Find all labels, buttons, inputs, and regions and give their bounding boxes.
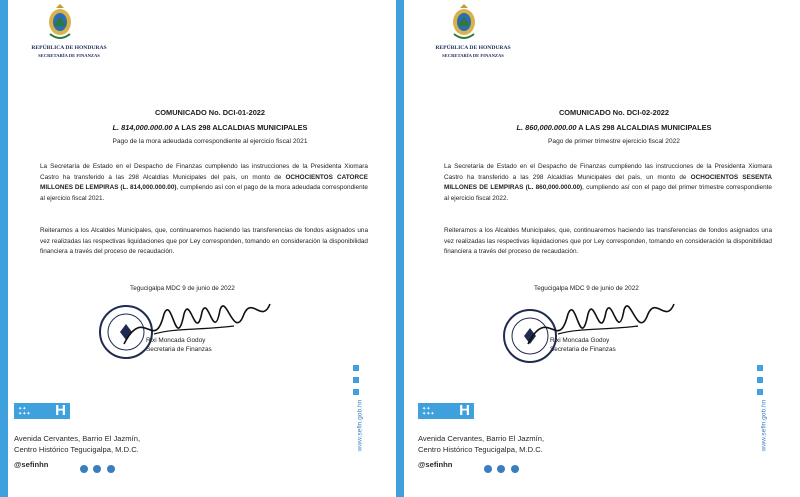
signer-title: Secretaria de Finanzas (550, 346, 616, 353)
accent-bar (0, 0, 8, 497)
website-url: www.sefin.gob.hn (356, 399, 364, 452)
side-square (353, 377, 359, 383)
date-line: Tegucigalpa MDC 9 de junio de 2022 (534, 285, 639, 292)
instagram-icon (107, 465, 115, 473)
address-line-2: Centro Histórico Tegucigalpa, M.D.C. (14, 445, 139, 454)
signer-block (146, 336, 212, 354)
headline (444, 123, 784, 132)
comunicado-number: COMUNICADO No. DCI-02-2022 (558, 108, 670, 117)
document-left (0, 0, 396, 497)
p1-text-a: La Secretaría de Estado en el Despacho de Finanzas cumpliendo las instrucciones de la Presidenta Xiomara Castro ha transferido a las 298 Alcaldías Municipales del país, un monto de (444, 163, 772, 181)
comunicado-number: COMUNICADO No. DCI-01-2022 (154, 108, 266, 117)
social-handle: @sefinhn (418, 460, 453, 469)
address-line-1: Avenida Cervantes, Barrio El Jazmín, (418, 434, 545, 443)
address-line-2: Centro Histórico Tegucigalpa, M.D.C. (418, 445, 543, 454)
org-country: REPÚBLICA DE HONDURAS (435, 45, 511, 51)
org-name (14, 44, 124, 60)
headline (40, 123, 380, 132)
facebook-icon (484, 465, 492, 473)
social-icons (80, 460, 116, 478)
org-secretariat: SECRETARÍA DE FINANZAS (38, 53, 100, 58)
body-paragraph-2: Reiteramos a los Alcaldes Municipales, que, continuaremos haciendo las transferencias de fondos asignados una vez realizadas las respectivas liquidaciones que por Ley corresponden, tomando en consideración la disponibilidad financiera a través del proceso de recaudación. (444, 227, 772, 256)
date-line: Tegucigalpa MDC 9 de junio de 2022 (130, 285, 235, 292)
body-paragraph-1 (40, 162, 368, 204)
side-square (757, 377, 763, 383)
subheadline: Pago de primer trimestre ejercicio fiscal 2022 (548, 138, 680, 145)
org-secretariat: SECRETARÍA DE FINANZAS (442, 53, 504, 58)
p1-amount: OCHOCIENTOS SESENTA MILLONES DE LEMPIRAS (L. 860,000.000.00) (444, 173, 772, 192)
headline-text: A LAS 298 ALCALDIAS MUNICIPALES (576, 123, 712, 132)
body-paragraph-2: Reiteramos a los Alcaldes Municipales, que, continuaremos haciendo las transferencias de fondos asignados una vez realizadas las respectivas liquidaciones que por Ley corresponden, tomando en consideración la disponibilidad financiera a través del proceso de recaudación. (40, 227, 368, 256)
body-paragraph-1 (444, 162, 772, 204)
headline-amount: L. 814,000.000.00 (112, 123, 173, 132)
headline-text: A LAS 298 ALCALDIAS MUNICIPALES (172, 123, 308, 132)
brand-logo (418, 403, 474, 419)
twitter-icon (93, 465, 101, 473)
facebook-icon (80, 465, 88, 473)
signer-name: Rixi Moncada Godoy (146, 337, 206, 344)
stars-icon: ✦✦ ✦✦✦ (422, 406, 435, 417)
signer-block (550, 336, 616, 354)
coat-of-arms-icon (44, 2, 76, 42)
signer-title: Secretaria de Finanzas (146, 346, 212, 353)
social-icons (484, 460, 520, 478)
address (14, 433, 140, 455)
twitter-icon (497, 465, 505, 473)
stars-icon: ✦✦ ✦✦✦ (18, 406, 31, 417)
social-handle: @sefinhn (14, 460, 49, 469)
coat-of-arms-icon (448, 2, 480, 42)
instagram-icon (511, 465, 519, 473)
signature-stamp-icon (84, 284, 284, 374)
website-url: www.sefin.gob.hn (760, 399, 768, 452)
p1-text-a: La Secretaría de Estado en el Despacho de Finanzas cumpliendo las instrucciones de la Presidenta Xiomara Castro ha transferido a las 298 Alcaldías Municipales del país, un monto de (40, 163, 368, 181)
signer-name: Rixi Moncada Godoy (550, 337, 610, 344)
address (418, 433, 544, 455)
p1-text-c: , cumpliendo así con el pago de la mora adeudada correspondiente al ejercicio fiscal 2021. (40, 184, 368, 202)
headline-amount: L. 860,000.000.00 (516, 123, 577, 132)
brand-logo (14, 403, 70, 419)
subheadline: Pago de la mora adeudada correspondiente al ejercicio fiscal 2021 (112, 138, 308, 145)
org-name (418, 44, 528, 60)
brand-letter: H (459, 402, 470, 419)
brand-letter: H (55, 402, 66, 419)
address-line-1: Avenida Cervantes, Barrio El Jazmín, (14, 434, 141, 443)
side-square (353, 365, 359, 371)
center-divider (396, 0, 404, 497)
signature-stamp-icon (488, 284, 688, 374)
document-right (404, 0, 800, 497)
p1-text-c: , cumpliendo así con el pago del primer trimestre correspondiente al ejercicio fiscal 2022. (444, 184, 772, 202)
p1-amount: OCHOCIENTOS CATORCE MILLONES DE LEMPIRAS (L. 814,000.000.00) (40, 173, 369, 192)
org-country: REPÚBLICA DE HONDURAS (31, 45, 107, 51)
side-square (757, 365, 763, 371)
